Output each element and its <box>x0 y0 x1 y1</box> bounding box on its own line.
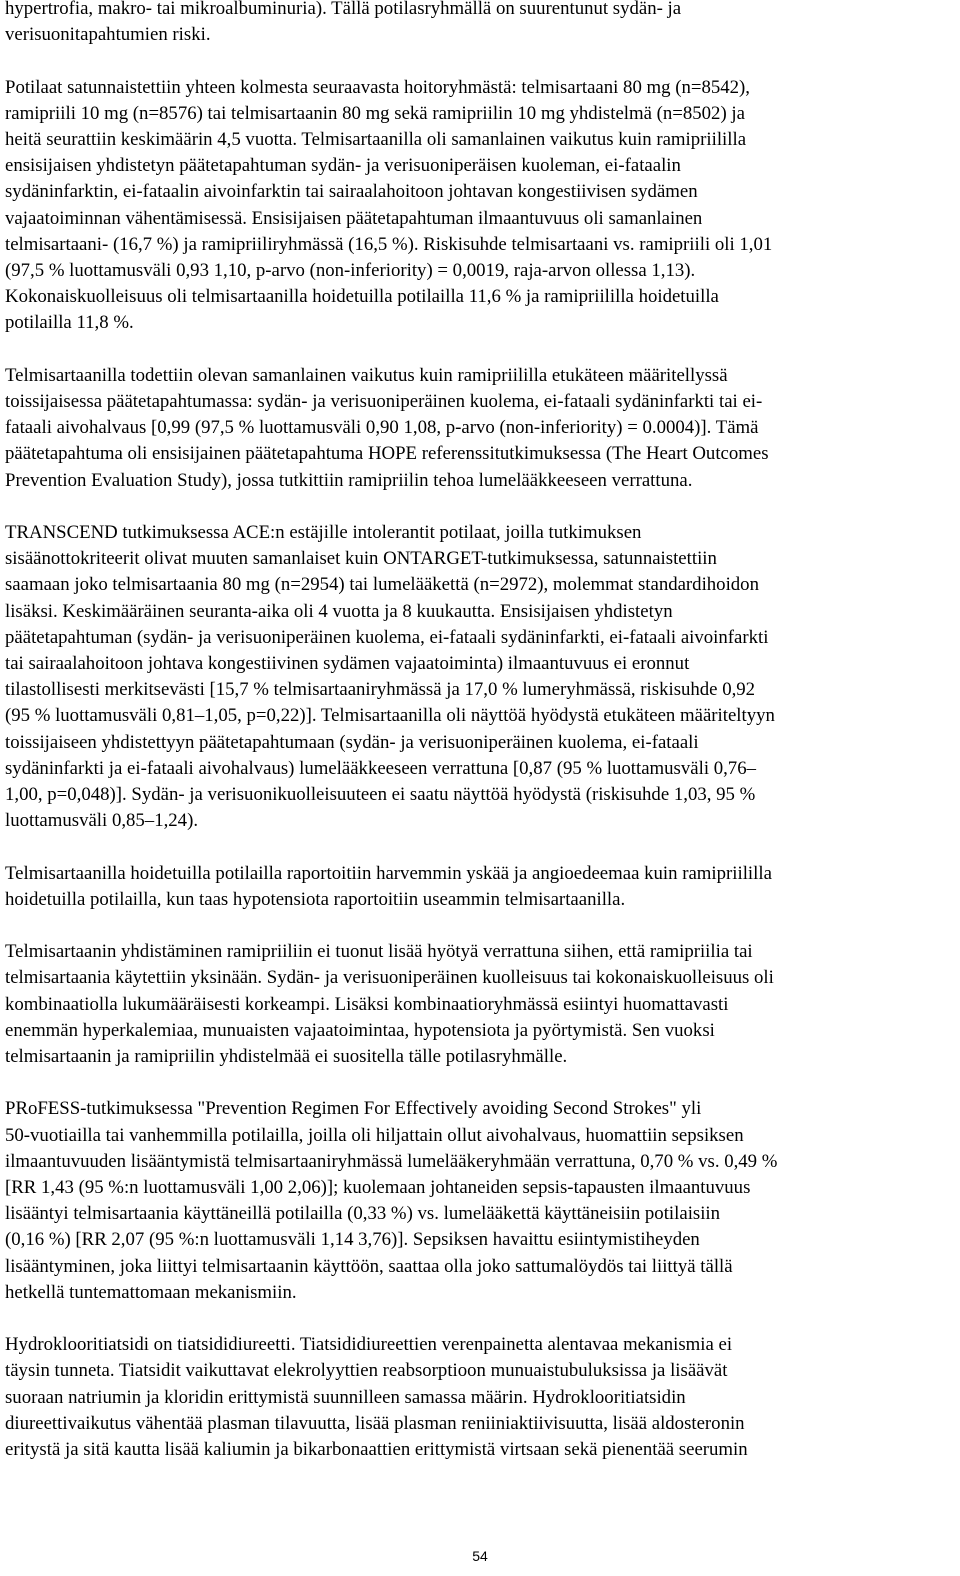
text-line: (95 % luottamusväli 0,81–1,05, p=0,22)]. Telmisartaanilla oli näyttöä hyödystä etukäteen määriteltyyn <box>5 705 775 727</box>
paragraph-combination-therapy <box>5 939 955 1070</box>
text-line: TRANSCEND tutkimuksessa ACE:n estäjille intolerantit potilaat, joilla tutkimuksen <box>5 522 642 544</box>
text-line: hetkellä tuntemattomaan mekanismiin. <box>5 1281 297 1303</box>
text-line: Telmisartaanilla todettiin olevan samanlainen vaikutus kuin ramipriililla etukäteen määritellyssä <box>5 364 728 386</box>
text-line: hypertrofia, makro- tai mikroalbuminuria). Tällä potilasryhmällä on suurentunut sydän- ja <box>5 0 682 19</box>
text-line: saamaan joko telmisartaania 80 mg (n=2954) tai lumelääkettä (n=2972), molemmat standardihoidon <box>5 574 759 596</box>
text-line: Potilaat satunnaistettiin yhteen kolmesta seuraavasta hoitoryhmästä: telmisartaani 80 mg (n=8542), <box>5 76 750 98</box>
text-line: hoidetuilla potilailla, kun taas hypotensiota raportoitiin useammin telmisartaanilla. <box>5 888 626 910</box>
text-line: tai sairaalahoitoon johtava kongestiivinen sydämen vajaatoiminta) ilmaantuvuus ei eronnut <box>5 653 690 675</box>
text-line: sydäninfarkti ja ei-fataali aivohalvaus) lumelääkkeeseen verrattuna [0,87 (95 % luottamusväli 0,76– <box>5 757 756 779</box>
paragraph-ontarget-randomization <box>5 75 955 337</box>
text-line: [RR 1,43 (95 %:n luottamusväli 1,00 2,06)]; kuolemaan johtaneiden sepsis-tapausten ilmaantuvuus <box>5 1177 751 1199</box>
page-number: 54 <box>472 1548 488 1564</box>
text-line: lisääntyi telmisartaania käyttäneillä potilailla (0,33 %) vs. lumelääkettä käyttäneisiin potilaisiin <box>5 1203 721 1225</box>
text-line: (0,16 %) [RR 2,07 (95 %:n luottamusväli 1,14 3,76)]. Sepsiksen havaittu esiintymistiheyden <box>5 1229 700 1251</box>
document-page <box>5 0 955 1489</box>
paragraph-hydrochlorothiazide <box>5 1332 955 1463</box>
text-line: lisääntyminen, joka liittyi telmisartaanin käyttöön, saattaa olla joko sattumalöydös tai liittyä tällä <box>5 1255 733 1277</box>
text-line: päätetapahtuman (sydän- ja verisuoniperäinen kuolema, ei-fataali sydäninfarkti, ei-fataali aivoinfarkti <box>5 626 769 648</box>
text-line: heitä seurattiin keskimäärin 4,5 vuotta. Telmisartaanilla oli samanlainen vaikutus kuin ramipriililla <box>5 129 747 150</box>
text-line: täysin tunneta. Tiatsidit vaikuttavat elekrolyyttien reabsorptioon munuaistubuluksissa ja lisäävät <box>5 1360 728 1382</box>
text-line: potilailla 11,8 %. <box>5 312 134 334</box>
text-line: Hydroklooritiatsidi on tiatsididiureetti. Tiatsididiureettien verenpainetta alentavaa mekanismia ei <box>5 1334 733 1356</box>
text-line: Kokonaiskuolleisuus oli telmisartaanilla hoidetuilla potilailla 11,6 % ja ramipriililla hoidetuilla <box>5 286 719 308</box>
text-line: luottamusväli 0,85–1,24). <box>5 810 199 832</box>
text-line: Telmisartaanilla hoidetuilla potilailla raportoitiin harvemmin yskää ja angioedeemaa kuin ramipriililla <box>5 862 772 884</box>
text-line: telmisartaania käytettiin yksinään. Sydän- ja verisuoniperäinen kuolleisuus tai kokonaiskuolleisuus oli <box>5 967 774 989</box>
text-line: enemmän hyperkalemiaa, munuaisten vajaatoimintaa, hypotensiota ja pyörtymistä. Sen vuoksi <box>5 1019 715 1041</box>
text-line: lisäksi. Keskimääräinen seuranta-aika oli 4 vuotta ja 8 kuukautta. Ensisijaisen yhdistetyn <box>5 600 673 622</box>
text-line: (97,5 % luottamusväli 0,93 1,10, p-arvo (non-inferiority) = 0,0019, raja-arvon ollessa 1,13). <box>5 260 696 282</box>
text-line: kombinaatiolla lukumääräisesti korkeampi. Lisäksi kombinaatioryhmässä esiintyi huomattavasti <box>5 993 729 1015</box>
text-line: ramipriili 10 mg (n=8576) tai telmisartaanin 80 mg sekä ramipriilin 10 mg yhdistelmä (n=8502) ja <box>5 102 745 124</box>
text-line: ensisijaisen yhdistetyn päätetapahtuman sydän- ja verisuoniperäisen kuoleman, ei-fataalin <box>5 155 681 177</box>
text-line: ilmaantuvuuden lisääntymistä telmisartaaniryhmässä lumelääkeryhmään verrattuna, 0,70 % vs. 0,49 % <box>5 1150 778 1172</box>
text-line: Prevention Evaluation Study), jossa tutkittiin ramipriilin tehoa lumelääkkeeseen verrattuna. <box>5 469 693 491</box>
text-line: suoraan natriumin ja kloridin erittymistä suunnilleen samassa määrin. Hydroklooritiatsidin <box>5 1386 686 1408</box>
paragraph-transcend <box>5 520 955 834</box>
paragraph-secondary-endpoint <box>5 363 955 494</box>
text-line: verisuonitapahtumien riski. <box>5 24 211 46</box>
text-line: tilastollisesti merkitsevästi [15,7 % telmisartaaniryhmässä ja 17,0 % lumeryhmässä, riskisuhde 0,92 <box>5 679 756 701</box>
text-line: vajaatoiminnan vähentämisessä. Ensisijaisen päätetapahtuman ilmaantuvuus oli samanlainen <box>5 207 703 229</box>
text-line: Telmisartaanin yhdistäminen ramipriiliin ei tuonut lisää hyötyä verrattuna siihen, että ramipriilia tai <box>5 941 753 963</box>
text-line: telmisartaani- (16,7 %) ja ramipriiliryhmässä (16,5 %). Riskisuhde telmisartaani vs. ramipriili oli 1,01 <box>5 233 773 255</box>
text-line: 1,00, p=0,048)]. Sydän- ja verisuonikuolleisuuteen ei saatu näyttöä hyödystä (riskisuhde 1,03, 95 % <box>5 784 756 806</box>
text-line: sisäänottokriteerit olivat muuten samanlaiset kuin ONTARGET-tutkimuksessa, satunnaistettiin <box>5 548 717 570</box>
text-line: päätetapahtuma oli ensisijainen päätetapahtuma HOPE referenssitutkimuksessa (The Heart Outcomes <box>5 443 769 465</box>
paragraph-profess <box>5 1096 955 1306</box>
text-line: 50-vuotiailla tai vanhemmilla potilailla, joilla oli hiljattain ollut aivohalvaus, huomattiin sepsiksen <box>5 1124 744 1146</box>
text-line: toissijaisessa päätetapahtumassa: sydän- ja verisuoniperäinen kuolema, ei-fataali sydäninfarkti tai ei- <box>5 391 763 413</box>
paragraph-adverse-events <box>5 861 955 913</box>
text-line: telmisartaanin ja ramipriilin yhdistelmää ei suositella tälle potilasryhmälle. <box>5 1046 568 1068</box>
text-line: toissijaiseen yhdistettyyn päätetapahtumaan (sydän- ja verisuoniperäinen kuolema, ei-fataali <box>5 731 699 753</box>
text-line: PRoFESS-tutkimuksessa "Prevention Regimen For Effectively avoiding Second Strokes" yli <box>5 1098 702 1120</box>
text-line: eritystä ja sitä kautta lisää kaliumin ja bikarbonaattien erittymistä virtsaan sekä pienentää seerumin <box>5 1439 748 1461</box>
text-line: fataali aivohalvaus [0,99 (97,5 % luottamusväli 0,90 1,08, p-arvo (non-inferiority) = 0.0004)]. Tämä <box>5 417 759 439</box>
text-line: diureettivaikutus vähentää plasman tilavuutta, lisää plasman reniiniaktiivisuutta, lisää aldosteronin <box>5 1412 745 1434</box>
paragraph-population-risk <box>5 0 955 48</box>
text-line: sydäninfarktin, ei-fataalin aivoinfarktin tai sairaalahoitoon johtavan kongestiivisen sydämen <box>5 181 698 203</box>
